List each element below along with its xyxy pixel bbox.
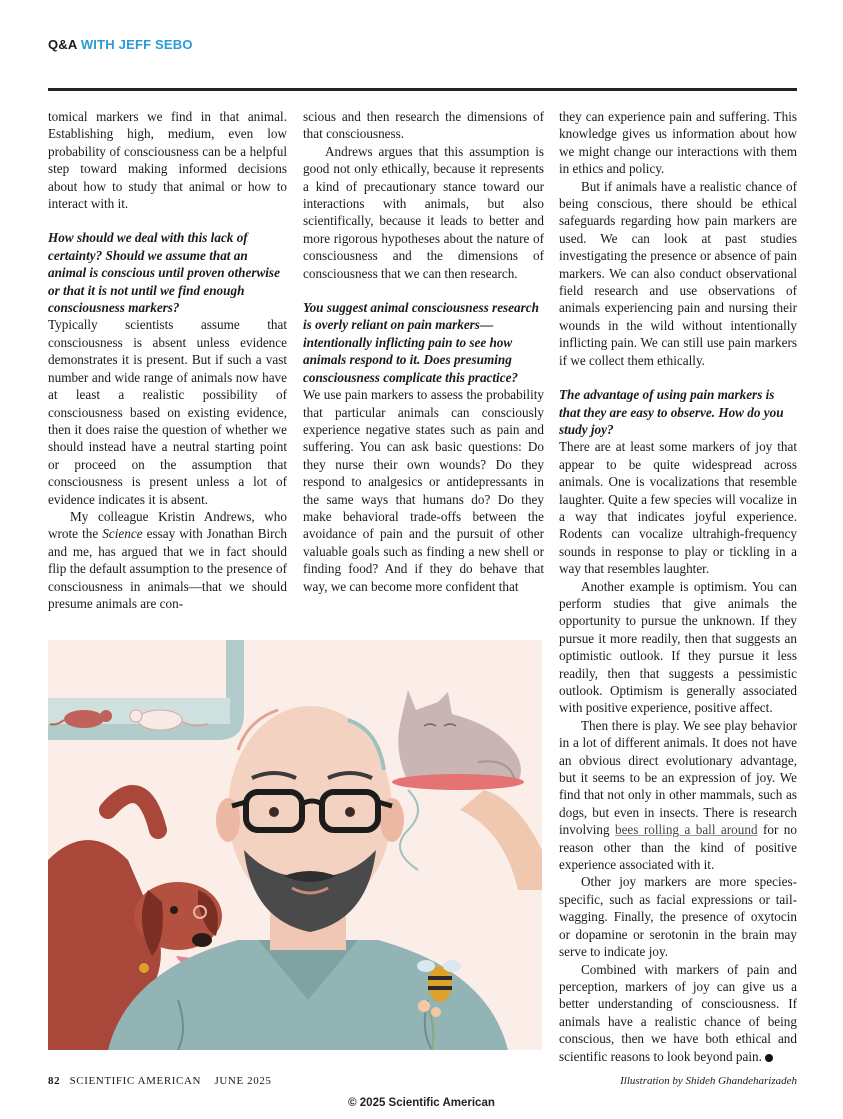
publication-date: JUNE 2025: [214, 1075, 272, 1087]
col3-paragraph-7: [559, 961, 797, 1065]
col2-paragraph-3: We use pain markers to assess the probability that particular animals can consciously experience negative states such as pain and suffering. You can ask basic questions: Do they nurse their own wounds? Do they respond to analgesics or antidepressants in the same ways that humans do? Do they make behavioral trade-offs between the avoidance of pain and the pursuit of other valuable goals such as finding a new shell or finding food? And if they do behave that way, we can become more confident that: [303, 387, 544, 594]
col3-paragraph-1: they can experience pain and suffering. This knowledge gives us information about how we might change our interactions with them in ethics and policy.: [559, 109, 797, 177]
col1-paragraph-2: Typically scientists assume that consciousness is absent unless evidence demonstrates it is present. But if such a vast number and wide range of animals now have at least a realistic possibility of consciousness based on existing evidence, then it does raise the question of whether we should instead have a neutral starting point or proceed on the assumption that consciousness is present unless a lot of evidence indicates it is absent.: [48, 317, 287, 507]
footer-publication: [48, 1075, 272, 1087]
header-with: WITH JEFF SEBO: [80, 37, 193, 52]
col3-paragraph-2: But if animals have a realistic chance of being conscious, there should be ethical safeguards regarding how pain markers are used. We can look at past studies investigating the presence or absence of pain markers. We can also conduct observational field research and use observations of animals experiencing pain and nursing their wounds in the wild without intentionally inflicting pain. We can still use pain markers if we collect them ethically.: [559, 178, 797, 368]
cat-shelf: [392, 774, 524, 790]
end-mark-icon: [765, 1054, 773, 1062]
col2-paragraph-2: Andrews argues that this assumption is good not only ethically, because it represents a kind of precautionary stance toward our interactions with animals, but also scientifically, because it leads to better and more rigorous hypotheses about the nature of consciousness and the dimensions of consciousness that we can then research.: [303, 143, 544, 281]
column-3: [559, 108, 797, 1065]
col3-paragraph-6: Other joy markers are more species-specific, such as facial expressions or tail-wagging. Finally, the presence of oxytocin or dopamine or serotonin in the brain may serve to indicate joy.: [559, 874, 797, 960]
col1-paragraph-3: [48, 508, 287, 612]
col3-paragraph-4: Another example is optimism. You can perform studies that give animals the opportunity to pursue the unknown. If they pursue it more readily, then that suggests an optimistic outlook. If they pursue it less readily, then that suggests a pessimistic outlook. Optimism is generally associated with positive experience, positive affect.: [559, 578, 797, 716]
col2-paragraph-1: scious and then research the dimensions of that consciousness.: [303, 109, 544, 142]
page-number: 82: [48, 1075, 61, 1087]
col3-p7-text: Combined with markers of pain and perception, markers of joy can give us a better understanding of consciousness. If animals have a realistic chance of being conscious, then we have both ethical and scientific reasons to look beyond pain.: [559, 961, 797, 1064]
question-3: The advantage of using pain markers is that they are easy to observe. How do you study joy?: [559, 387, 784, 437]
col3-paragraph-5: [559, 717, 797, 874]
column-2: [303, 108, 544, 595]
col3-p5-text-b: for no reason other than the kind of positive experience associated with it.: [559, 822, 797, 873]
copyright-notice: © 2025 Scientific American: [348, 1097, 495, 1109]
portrait-illustration: [48, 640, 542, 1050]
col1-p3-text-a: My colleague Kristin Andrews, who wrote the: [48, 508, 287, 542]
column-1: [48, 108, 287, 612]
col3-paragraph-3: There are at least some markers of joy that appear to be quite widespread across animals. One is vocalizations that resemble laughter. Quite a few species will vocalize in a way that indicates joyful experience. Rodents can vocalize ultrahigh-frequency sounds in response to play or tickling in a way that resembles laughter.: [559, 439, 797, 577]
illustration: [48, 640, 542, 1050]
col3-p5-text-a: Then there is play. We see play behavior in a lot of different animals. It does not have an obvious direct evolutionary advantage, but it seems to be an expression of joy. We find that not only in other mammals, such as dogs, but even in insects. There is research involving: [559, 717, 797, 838]
question-1: How should we deal with this lack of certainty? Should we assume that an animal is conscious until proven otherwise or that it is not until we find enough consciousness markers?: [48, 230, 280, 316]
illustration-credit: Illustration by Shideh Ghandeharizadeh: [620, 1075, 797, 1087]
bees-link[interactable]: bees rolling a ball around: [614, 822, 758, 838]
col1-p3-italic: Science: [102, 526, 143, 542]
question-2: You suggest animal consciousness research is overly reliant on pain markers—intentionally inflicting pain to see how animals respond to it. Does presuming consciousness complicate this practice?: [303, 300, 539, 385]
col1-paragraph-1: tomical markers we find in that animal. Establishing high, medium, even low probability of consciousness can be a helpful step toward making informed decisions about how to study that animal or how to interact with it.: [48, 109, 287, 212]
publication-name: SCIENTIFIC AMERICAN: [69, 1075, 202, 1087]
header-qa: Q&A: [48, 37, 78, 52]
section-header: [48, 37, 193, 52]
header-rule: [48, 88, 797, 91]
col1-p3-text-b: essay with Jonathan Birch and me, has argued that we in fact should flip the default assumption to the presence of consciousness in animals—that we should presume animals are con-: [48, 526, 288, 611]
